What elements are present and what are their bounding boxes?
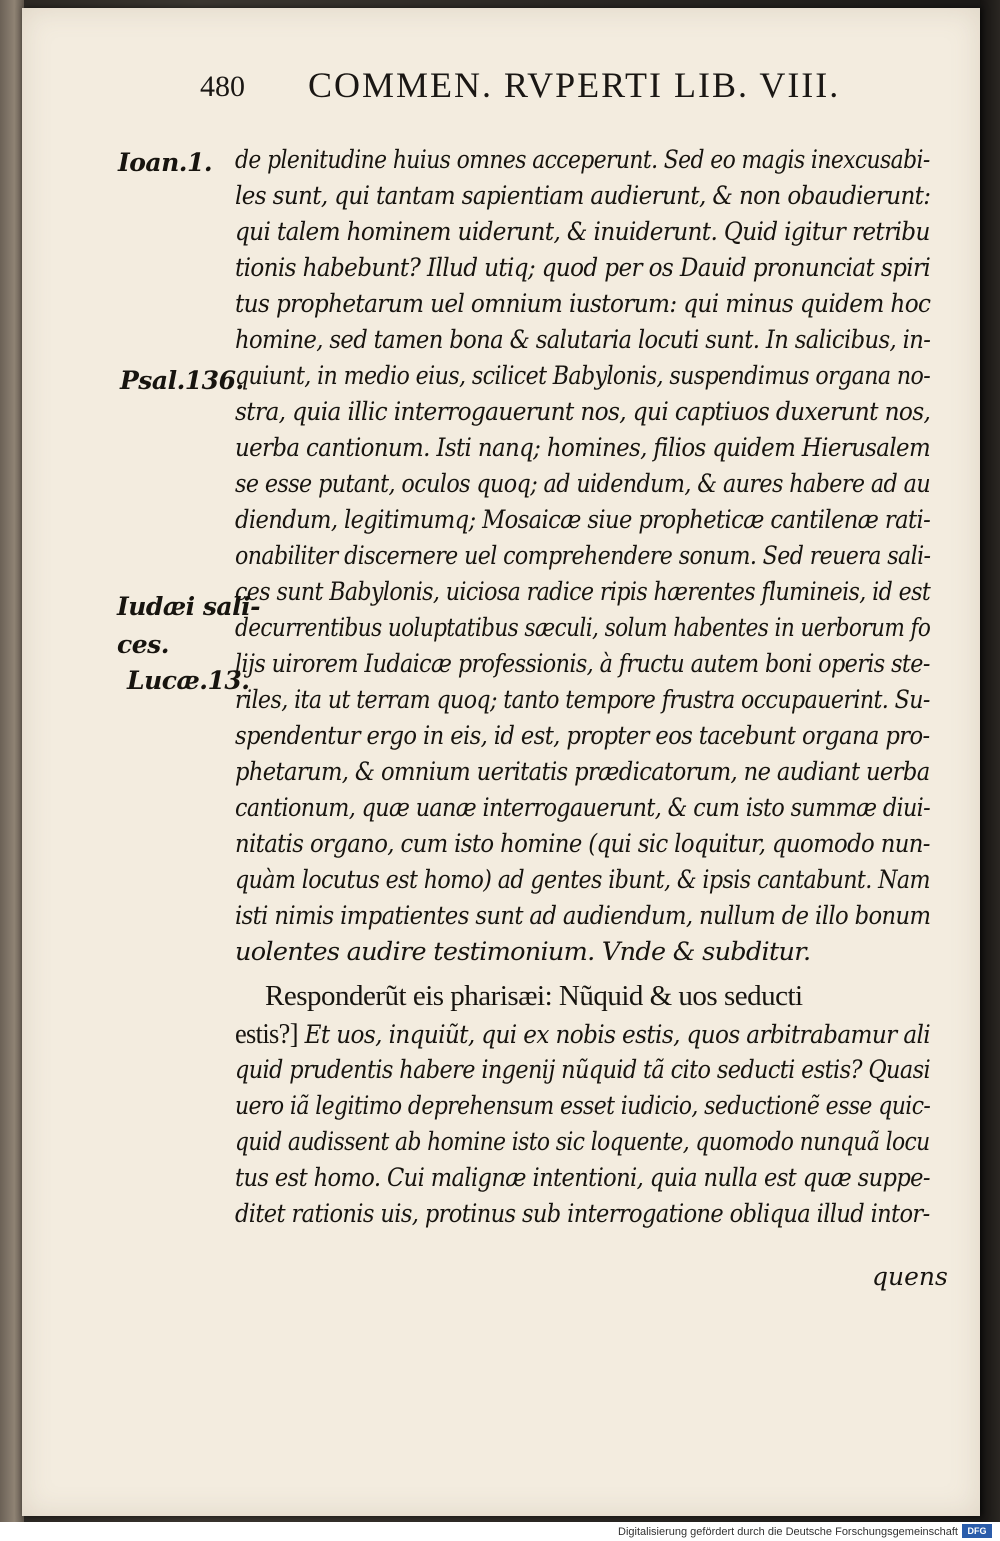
text-line: ces sunt Babylonis, uiciosa radice ripis hærentes flumineis, id est xyxy=(235,577,931,607)
marginal-note: Iudæi sali- xyxy=(117,592,260,621)
section-heading-end: estis?] xyxy=(235,1018,298,1050)
text-line: tus prophetarum uel omnium iustorum: qui minus quidem hoc xyxy=(235,289,931,319)
binding-edge xyxy=(0,0,24,1522)
page-number: 480 xyxy=(200,70,245,103)
text-line: se esse putant, oculos quoq; ad uidendum, & aures habere ad au xyxy=(235,469,931,499)
marginal-note: Lucæ.13. xyxy=(127,666,250,695)
footer-credit: Digitalisierung gefördert durch die Deutsche Forschungsgemeinschaft xyxy=(618,1526,958,1538)
text-line: les sunt, qui tantam sapientiam audierunt, & non obaudierunt: xyxy=(235,181,931,211)
section-heading-line-2 xyxy=(235,1020,930,1049)
catchword: quens xyxy=(872,1262,948,1291)
text-line: spendentur ergo in eis, id est, propter eos tacebunt organa pro- xyxy=(235,721,930,751)
text-line: quàm locutus est homo) ad gentes ibunt, & ipsis cantabunt. Nam xyxy=(235,865,930,895)
text-line: tionis habebunt? Illud utiq; quod per os Dauid pronunciat spiri xyxy=(235,253,931,283)
text-line: decurrentibus uoluptatibus sæculi, solum habentes in uerborum fo xyxy=(235,613,931,643)
text-line: uolentes audire testimonium. Vnde & subditur. xyxy=(235,937,811,967)
running-head: COMMEN. RVPERTI LIB. VIII. xyxy=(308,65,841,105)
text-line: onabiliter discernere uel comprehendere sonum. Sed reuera sali- xyxy=(235,541,931,571)
text-line: uero iã legitimo deprehensum esset iudicio, seductionẽ esse quic- xyxy=(235,1091,931,1121)
text-line: lijs uirorem Iudaicæ professionis, à fructu autem boni operis ste- xyxy=(235,649,930,679)
text-line: riles, ita ut terram quoq; tanto tempore frustra occupauerint. Su- xyxy=(235,685,930,715)
text-line: quid prudentis habere ingenij nũquid tã cito seducti estis? Quasi xyxy=(235,1055,931,1085)
text-line: nitatis organo, cum isto homine (qui sic loquitur, quomodo nun- xyxy=(235,829,930,859)
text-line: uerba cantionum. Isti nanq; homines, filios quidem Hierusalem xyxy=(235,433,931,463)
text-line: diendum, legitimumq; Mosaicæ siue propheticæ cantilenæ rati- xyxy=(235,505,931,535)
text-line: cantionum, quæ uanæ interrogauerunt, & cum isto summæ diui- xyxy=(235,793,931,823)
dfg-logo: DFG xyxy=(962,1524,992,1538)
text-line: de plenitudine huius omnes acceperunt. Sed eo magis inexcusabi- xyxy=(235,145,930,175)
text-line: phetarum, & omnium ueritatis prædicatorum, ne audiant uerba xyxy=(235,757,930,787)
text-line: quid audissent ab homine isto sic loquente, quomodo nunquã locu xyxy=(235,1127,930,1157)
section-text-start: Et uos, inquiũt, qui ex nobis estis, quos arbitrabamur ali xyxy=(297,1020,931,1050)
text-line: tus est homo. Cui malignæ intentioni, quia nulla est quæ suppe- xyxy=(235,1163,930,1193)
page-edge-shadow xyxy=(980,0,1000,1522)
text-line: stra, quia illic interrogauerunt nos, qui captiuos duxerunt nos, xyxy=(235,397,931,427)
section-heading: Responderũt eis pharisæi: Nũquid & uos seducti xyxy=(265,980,803,1012)
marginal-note: Ioan.1. xyxy=(118,148,213,177)
text-line: qui talem hominem uiderunt, & inuiderunt. Quid igitur retribu xyxy=(235,217,930,247)
text-line: quiunt, in medio eius, scilicet Babylonis, suspendimus organa no- xyxy=(235,361,931,391)
marginal-note: ces. xyxy=(117,630,169,659)
text-line: ditet rationis uis, protinus sub interrogatione obliqua illud intor- xyxy=(235,1199,930,1229)
text-line: isti nimis impatientes sunt ad audiendum, nullum de illo bonum xyxy=(235,901,931,931)
marginal-note: Psal.136. xyxy=(120,366,244,395)
text-line: homine, sed tamen bona & salutaria locuti sunt. In salicibus, in- xyxy=(235,325,931,355)
